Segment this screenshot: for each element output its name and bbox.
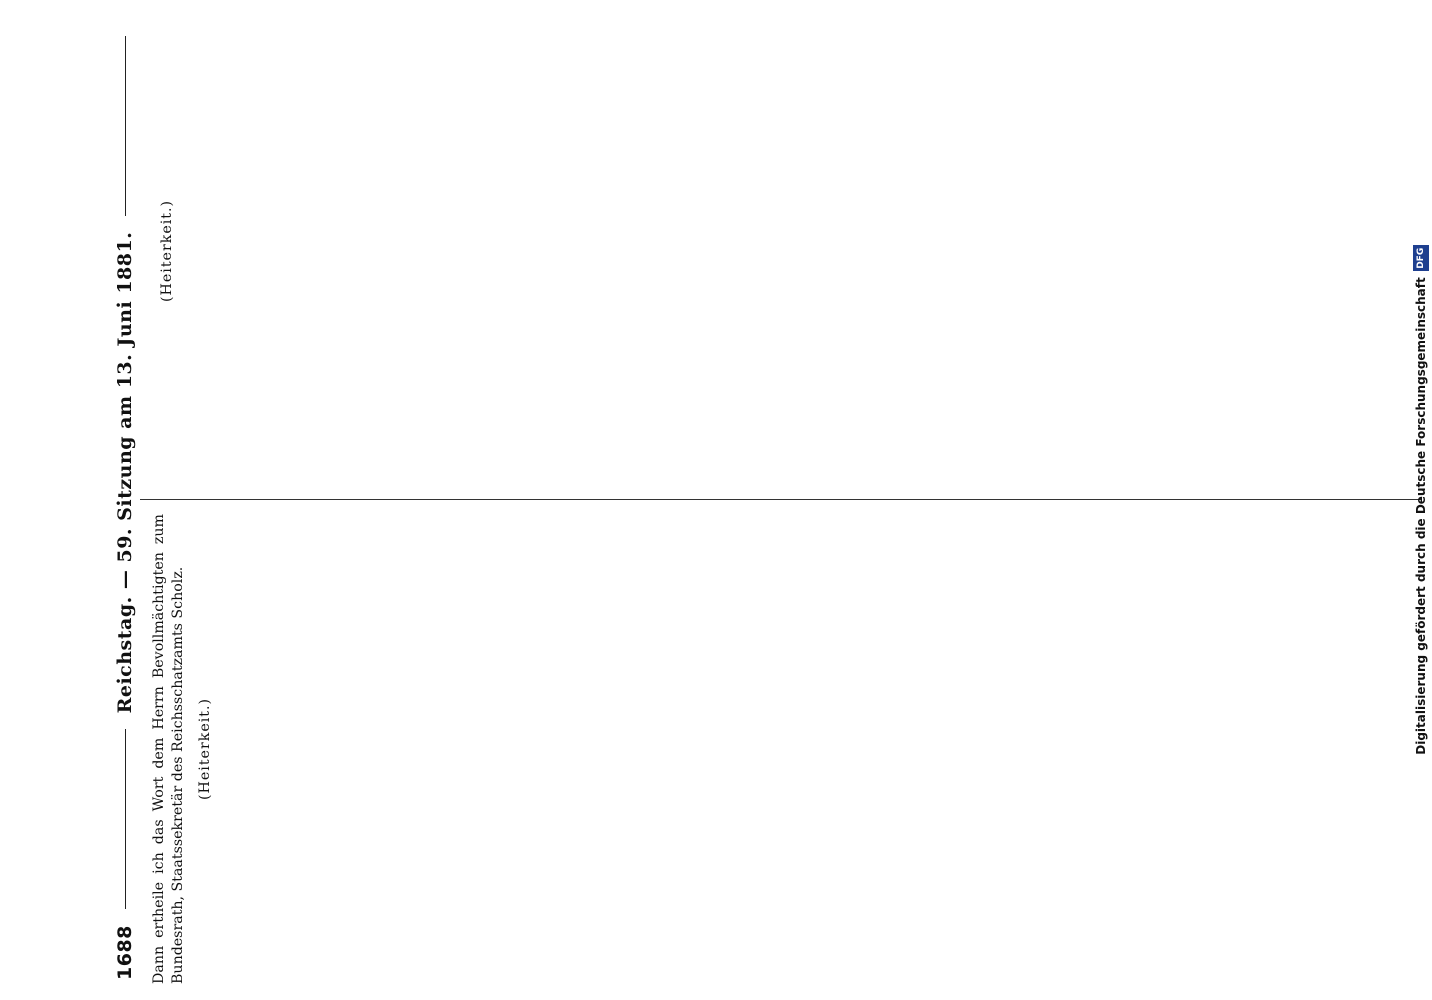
laughter-marker: (Heiterkeit.) (159, 200, 175, 302)
left-column (150, 514, 1420, 984)
page-title: Reichstag. — 59. Sitzung am 13. Juni 1881. (114, 231, 136, 714)
page-header (110, 20, 140, 980)
page-number: 1688 (114, 925, 136, 980)
header-rule (125, 729, 126, 909)
right-column (150, 16, 1420, 486)
digitization-credit (1410, 0, 1432, 1000)
header-rule-right (125, 36, 126, 216)
column-divider (140, 499, 1422, 500)
laughter-marker: (Heiterkeit.) (196, 698, 213, 800)
paragraph: Dann ertheile ich das Wort dem Herrn Bevollmächtigten zum Bundesrath, Staatssekretär des Reichsschatzamts Scholz. (151, 514, 186, 984)
credit-text: Digitalisierung gefördert durch die Deutsche Forschungsgemeinschaft (1414, 277, 1428, 755)
dfg-logo-icon: DFG (1413, 245, 1429, 271)
